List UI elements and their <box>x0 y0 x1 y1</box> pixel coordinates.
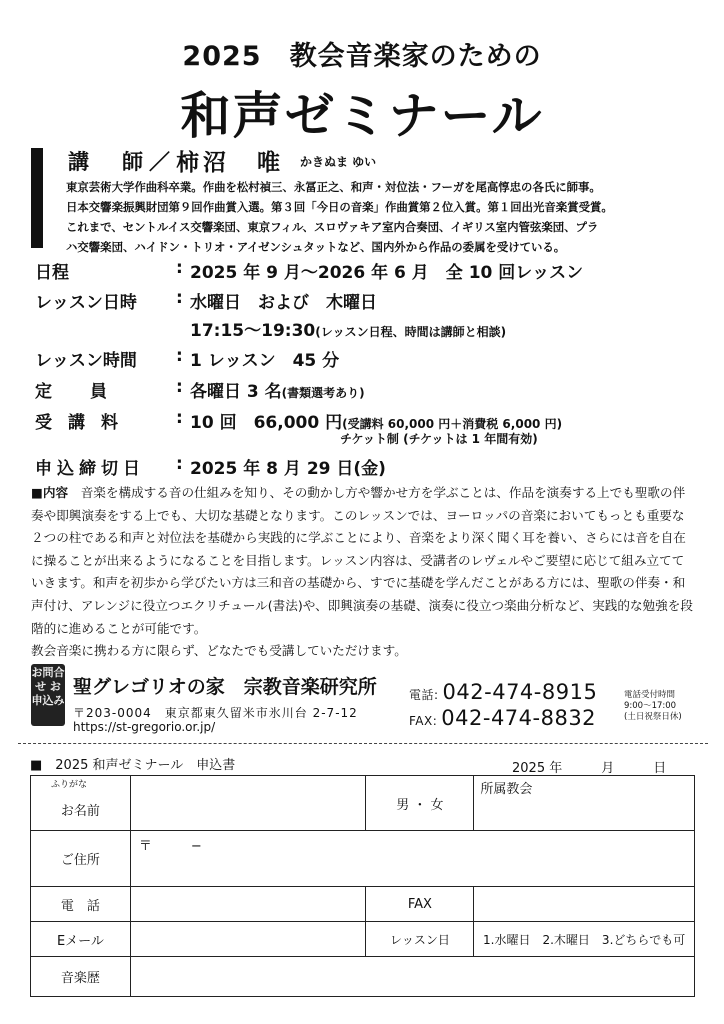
lecturer-accent-bar <box>31 148 43 248</box>
church-field[interactable] <box>474 776 695 831</box>
name-label-cell <box>31 776 131 831</box>
days-row: レッスン日時 : 水曜日 および 木曜日 <box>35 288 377 313</box>
capacity-label: 定員 <box>35 382 145 402</box>
length-row: レッスン時間 : 1 レッスン 45 分 <box>35 346 340 371</box>
bio-line: これまで、セントルイス交響楽団、東京フィル、スロヴァキア室内合奏団、イギリス室内管弦楽団、プラ <box>66 220 599 234</box>
history-field[interactable] <box>130 957 694 997</box>
name-field[interactable] <box>130 776 366 831</box>
content-section <box>31 482 696 663</box>
time-row <box>35 316 705 344</box>
days-value: 水曜日 および 木曜日 <box>190 293 377 313</box>
fee-value: 10 回 66,000 円 <box>190 413 343 433</box>
lecturer-label: 講 師／ <box>68 150 176 174</box>
furigana-label: ふりがな <box>51 780 88 790</box>
schedule-row: 日程 : 2025 年 9 月〜2026 年 6 月 全 10 回レッスン <box>35 258 584 283</box>
application-form <box>30 775 695 997</box>
gender-field[interactable]: 男 ・ 女 <box>366 776 474 831</box>
content-label: ■内容 <box>31 485 69 500</box>
inquiry-badge: お問合せ お申込み <box>31 664 65 726</box>
days-label: レッスン日時 <box>35 293 137 313</box>
org-address: 〒203-0004 東京都東久留米市氷川台 2-7-12 <box>73 706 358 720</box>
email-field[interactable] <box>130 922 366 957</box>
church-label: 所属教会 <box>480 782 533 797</box>
address-label: ご住所 <box>31 831 131 887</box>
tel-number[interactable]: 042-474-8915 <box>442 680 598 704</box>
subtitle: 2025 教会音楽家のための <box>182 41 542 72</box>
lesson-day-label: レッスン日 <box>366 922 474 957</box>
ticket-note: チケット制 (チケットは 1 年間有効) <box>340 432 538 446</box>
email-label: Eメール <box>31 922 131 957</box>
fax-field-label: FAX <box>366 887 474 922</box>
capacity-row: 定員 : 各曜日 3 名(書類選考あり) <box>35 377 365 402</box>
fax-number: 042-474-8832 <box>441 706 597 730</box>
length-value: 1 レッスン 45 分 <box>190 351 340 371</box>
lecturer-bio <box>66 177 700 257</box>
bio-line: 東京芸術大学作曲科卒業。作曲を松村禎三、永冨正之、和声・対位法・フーガを尾高惇忠の各氏に師事。 <box>66 180 601 194</box>
fax-field[interactable] <box>474 887 695 922</box>
fee-row: 受講料 : 10 回 66,000 円(受講料 60,000 円＋消費税 6,000 円) <box>35 408 563 433</box>
capacity-note: (書類選考あり) <box>281 386 365 400</box>
name-label: お名前 <box>60 804 100 819</box>
lecturer-kana: かきぬま ゆい <box>300 155 377 169</box>
tel-line <box>409 680 597 704</box>
time-value: 17:15〜19:30 <box>190 321 316 341</box>
fee-label: 受講料 <box>35 413 134 433</box>
fax-line <box>409 706 596 730</box>
capacity-value: 各曜日 3 名 <box>190 382 282 402</box>
length-label: レッスン時間 <box>35 351 137 371</box>
cut-line <box>18 743 708 744</box>
content-text: 音楽を構成する音の仕組みを知り、その動かし方や響かせ方を学ぶことは、作品を演奏する上でも聖歌の伴奏や即興演奏をする上でも、大切な基礎となります。このレッスンでは、ヨーロッパの音楽においてもっとも重要な２つの柱である和声と対位法を基礎から実践的に学ぶことにより、音楽をより深く聞く耳を養い、さらには音を自在に操ることが出来るようになることを目指します。レッスン内容は、受講者のレヴェルやご要望に応じて組み立てていきます。和声を初歩から学びたい方は三和音の基礎から、すでに基礎を学んだことがある方には、聖歌の伴奏・和声付け、アレンジに役立つエクリチュール(書法)や、即興演奏の基礎、演奏に役立つ楽曲分析など、実践的な勉強を段階的に進めることが可能です。 <box>31 485 693 636</box>
org-name: 聖グレゴリオの家 宗教音楽研究所 <box>73 676 377 698</box>
fee-note: (受講料 60,000 円＋消費税 6,000 円) <box>342 417 563 431</box>
bio-line: ハ交響楽団、ハイドン・トリオ・アイゼンシュタットなど、国内外から作品の委属を受けている。 <box>66 240 566 254</box>
time-note: (レッスン日程、時間は講師と相談) <box>315 325 507 339</box>
postal-mark: 〒 − <box>138 839 202 854</box>
tel-field[interactable] <box>130 887 366 922</box>
page-title: 和声ゼミナール <box>180 87 544 145</box>
lesson-day-options[interactable]: 1.水曜日 2.木曜日 3.どちらでも可 <box>474 922 695 957</box>
form-title: ■ 2025 和声ゼミナール 申込書 <box>30 758 236 773</box>
tel-field-label: 電 話 <box>31 887 131 922</box>
address-field[interactable] <box>130 831 694 887</box>
phone-hours: 電話受付時間 9:00〜17:00 (土日祝祭日休) <box>624 690 682 722</box>
lecturer-name: 柿沼 唯 <box>176 150 284 176</box>
tel-label: 電話: <box>409 688 439 702</box>
deadline-row: 申込締切日 : 2025 年 8 月 29 日(金) <box>35 454 386 479</box>
deadline-label: 申込締切日 <box>35 459 145 479</box>
schedule-value: 2025 年 9 月〜2026 年 6 月 全 10 回レッスン <box>190 263 584 283</box>
deadline-value: 2025 年 8 月 29 日(金) <box>190 459 386 479</box>
bio-line: 日本交響楽振興財団第９回作曲賞入選。第３回「今日の音楽」作曲賞第２位入賞。第１回出光音楽賞受賞。 <box>66 200 613 214</box>
form-date: 2025 年 月 日 <box>512 761 667 776</box>
fax-label: FAX: <box>409 714 438 728</box>
content-closing: 教会音楽に携わる方に限らず、どなたでも受講していただけます。 <box>31 643 407 659</box>
history-label: 音楽歴 <box>31 957 131 997</box>
org-url[interactable]: https://st-gregorio.or.jp/ <box>73 720 216 734</box>
schedule-label: 日程 <box>35 263 69 283</box>
